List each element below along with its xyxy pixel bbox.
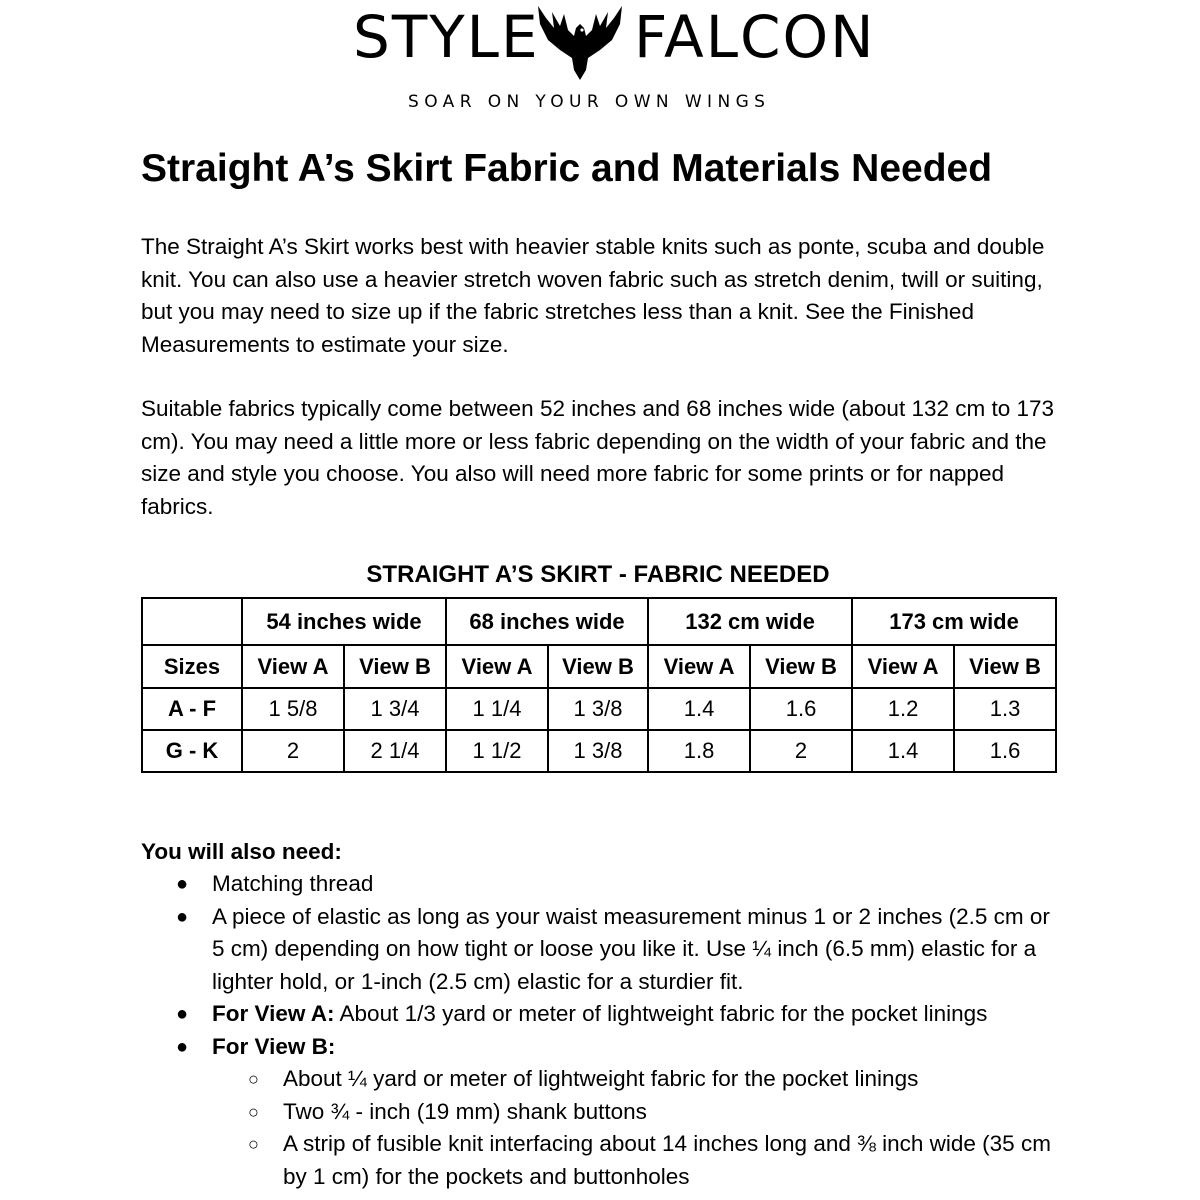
sub-list-item: [0, 1096, 1058, 1129]
table-corner-cell: [142, 598, 242, 645]
size-cell: G - K: [142, 730, 242, 772]
list-item-text: Matching thread: [212, 871, 374, 896]
list-item: [0, 868, 1057, 901]
header: [0, 0, 1200, 125]
table-cell: 1.8: [648, 730, 750, 772]
brand-name-right: FALCON: [634, 3, 876, 71]
table-cell: 1 3/8: [548, 730, 648, 772]
table-cell: 1.6: [750, 688, 852, 730]
table-cell: 1.4: [852, 730, 954, 772]
view-header: View B: [344, 645, 446, 688]
sub-list-item: [0, 1128, 1058, 1193]
sub-list-item-text: A strip of fusible knit interfacing about 14 inches long and ⅜ inch wide (35 cm by 1 cm) for the pockets and buttonholes: [283, 1131, 1051, 1189]
table-cell: 1.4: [648, 688, 750, 730]
page-title: Straight A’s Skirt Fabric and Materials Needed: [141, 147, 993, 190]
list-item: [0, 901, 1057, 999]
table-width-header-row: [142, 598, 1056, 645]
table-cell: 2: [750, 730, 852, 772]
table-cell: 1 1/4: [446, 688, 548, 730]
table-cell: 1 3/4: [344, 688, 446, 730]
table-cell: 1 3/8: [548, 688, 648, 730]
list-item-label: For View A:: [212, 1001, 335, 1026]
size-cell: A - F: [142, 688, 242, 730]
fabric-needed-table: [141, 597, 1057, 773]
sub-list-item-text: Two ¾ - inch (19 mm) shank buttons: [283, 1098, 647, 1124]
circle-bullet-icon: ○: [248, 1069, 259, 1089]
view-header: View A: [648, 645, 750, 688]
table-view-header-row: [142, 645, 1056, 688]
table-title: STRAIGHT A’S SKIRT - FABRIC NEEDED: [366, 561, 830, 588]
bullet-icon: ●: [176, 1003, 189, 1025]
table-cell: 1.6: [954, 730, 1056, 772]
table-cell: 1.3: [954, 688, 1056, 730]
brand-name-left: STYLE: [353, 3, 540, 71]
table-cell: 1.2: [852, 688, 954, 730]
bullet-icon: ●: [176, 1035, 189, 1058]
list-item-text: A piece of elastic as long as your waist measurement minus 1 or 2 inches (2.5 cm or 5 cm) depending on how tight or loose you like it. Use ¼ inch (6.5 mm) elastic for a lighter hold, or 1-inch (2.5 cm) elastic for a sturdier fit.: [212, 903, 1050, 994]
view-b-sublist: [212, 1063, 1057, 1193]
fabric-width-paragraph: Suitable fabrics typically come between 52 inches and 68 inches wide (about 132 cm to 173 cm). You may need a little more or less fabric depending on the width of your fabric and the size and style you choose. You also will need more fabric for some prints or for napped fabrics.: [141, 396, 1055, 519]
list-item-label: For View B:: [212, 1033, 336, 1059]
tagline: SOAR ON YOUR OWN WINGS: [408, 92, 771, 112]
sub-list-item: [0, 1063, 1058, 1096]
table-cell: 2 1/4: [344, 730, 446, 772]
width-header-68in: 68 inches wide: [446, 598, 648, 645]
sizes-header: Sizes: [142, 645, 242, 688]
view-header: View B: [548, 645, 648, 688]
view-header: View A: [852, 645, 954, 688]
circle-bullet-icon: ○: [248, 1101, 259, 1122]
table-row: [142, 688, 1056, 730]
bullet-icon: ●: [176, 873, 189, 895]
table-cell: 1 1/2: [446, 730, 548, 772]
table-row: [142, 730, 1056, 772]
also-need-heading: You will also need:: [141, 839, 342, 864]
view-header: View A: [242, 645, 344, 688]
width-header-54in: 54 inches wide: [242, 598, 446, 645]
view-header: View A: [446, 645, 548, 688]
width-header-132cm: 132 cm wide: [648, 598, 852, 645]
table-cell: 1 5/8: [242, 688, 344, 730]
list-item-text: About 1/3 yard or meter of lightweight fabric for the pocket linings: [334, 1001, 988, 1026]
view-header: View B: [750, 645, 852, 688]
view-header: View B: [954, 645, 1056, 688]
list-item: [0, 1031, 1057, 1194]
falcon-logo-icon: [530, 0, 630, 82]
sub-list-item-text: About ¼ yard or meter of lightweight fabric for the pocket linings: [283, 1066, 919, 1091]
table-cell: 2: [242, 730, 344, 772]
width-header-173cm: 173 cm wide: [852, 598, 1056, 645]
bullet-icon: ●: [176, 905, 189, 928]
intro-paragraph: The Straight A’s Skirt works best with heavier stable knits such as ponte, scuba and double knit. You can also use a heavier stretch woven fabric such as stretch denim, twill or suiting, but you may need to size up if the fabric stretches less than a knit. See the Finished Measurements to estimate your size.: [141, 234, 1045, 357]
materials-list: [0, 868, 1200, 1193]
list-item: [0, 998, 1057, 1031]
circle-bullet-icon: ○: [248, 1134, 259, 1154]
